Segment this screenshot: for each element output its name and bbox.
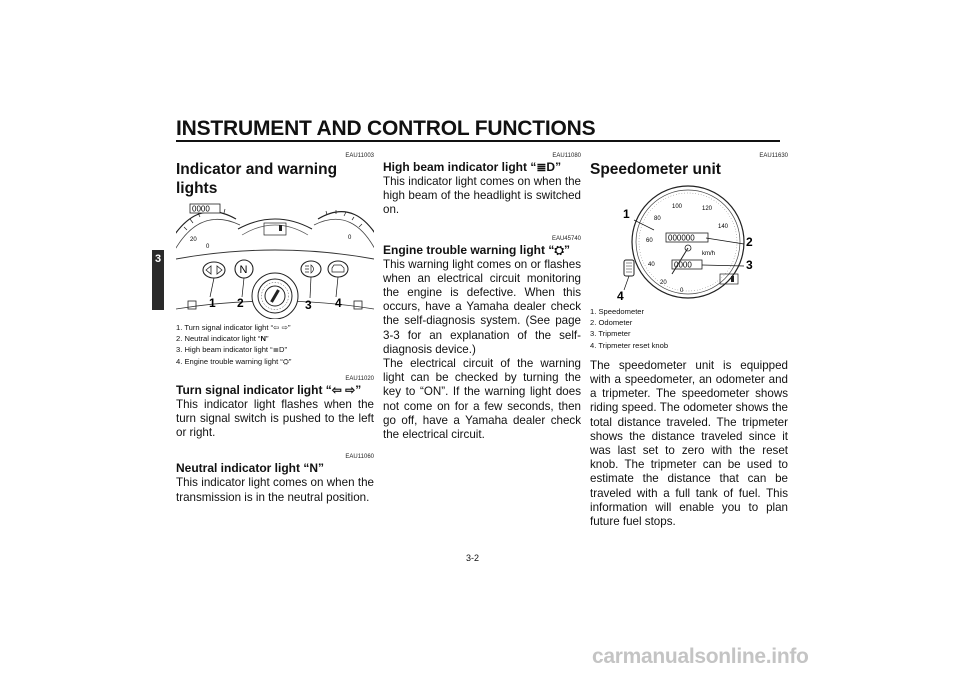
callout-1: 1 [623, 207, 630, 221]
caption-item: 2. Neutral indicator light “N” [176, 334, 269, 344]
turn-signal-indicator [203, 262, 225, 278]
callout-4: 4 [617, 289, 624, 300]
section-body: This indicator light comes on when the transmission is in the neutral position. [176, 476, 374, 504]
section-code: EAU11080 [552, 153, 581, 159]
section-code: EAU11020 [345, 375, 374, 382]
turn-signal-icon: ⇦ ⇨ [331, 382, 356, 397]
caption-item: 3. Tripmeter [590, 329, 631, 339]
section-code: EAU11630 [759, 153, 788, 159]
column-indicator-lights [176, 153, 374, 505]
tripmeter-reset-knob [624, 260, 634, 276]
scale-label: 0 [348, 235, 352, 241]
caption-item: 3. High beam indicator light “≣D” [176, 345, 288, 355]
chapter-tab-number: 3 [154, 253, 162, 265]
caption-item: 2. Odometer [590, 318, 633, 328]
callout-2: 2 [237, 296, 244, 310]
callout-3: 3 [305, 298, 312, 312]
section-body: The electrical circuit of the warning light can be checked by turning the key to “ON”. If the warning light does not come on for a few seconds, then go off, have a Yamaha dealer check the electrical circuit. [383, 357, 581, 442]
caption-item: 1. Speedometer [590, 307, 645, 316]
caption-item: 1. Turn signal indicator light “⇦ ⇨” [176, 323, 291, 332]
section-engine-trouble [383, 236, 581, 443]
watermark: carmanualsonline.info [592, 645, 809, 668]
section-body: This warning light comes on or flashes when an electrical circuit monitoring the engine is defective. When this occurs, have a Yamaha dealer check the self-diagnosis system. (See page 3-3 for an explanation of the self-diagnosis device.) [383, 257, 581, 356]
high-beam-indicator [301, 261, 321, 277]
scale-label: 20 [190, 237, 197, 243]
callout-1: 1 [209, 296, 216, 310]
high-beam-icon: ≣D [272, 345, 285, 355]
callout-2: 2 [746, 235, 753, 249]
callout-4: 4 [335, 296, 342, 310]
figure-captions [590, 306, 788, 351]
high-beam-icon: ≣D [536, 160, 556, 174]
callout-3: 3 [746, 258, 753, 272]
engine-trouble-indicator [328, 261, 348, 277]
section-title: Neutral indicator light “N” [176, 461, 325, 476]
indicator-panel-figure [176, 201, 374, 319]
section-heading: Indicator and warning lights [176, 161, 338, 197]
section-code: EAU11060 [345, 454, 374, 461]
column-speedometer [590, 153, 788, 529]
svg-text:N: N [239, 264, 248, 276]
page-header-title: INSTRUMENT AND CONTROL FUNCTIONS [176, 117, 596, 140]
caption-item: 4. Tripmeter reset knob [590, 340, 669, 350]
header-rule [176, 140, 780, 142]
svg-text:120: 120 [702, 206, 713, 212]
page-number: 3-2 [466, 553, 480, 563]
neutral-indicator [235, 260, 253, 278]
speedometer-figure [590, 182, 788, 300]
engine-icon: ⛭ [282, 356, 289, 366]
section-body: This indicator light comes on when the high beam of the headlight is switched on. [383, 175, 581, 217]
svg-text:20: 20 [660, 280, 667, 286]
section-title: Turn signal indicator light “⇦ ⇨” [176, 382, 362, 397]
section-high-beam [383, 153, 581, 218]
section-title: Engine trouble warning light “⛭” [383, 242, 570, 257]
svg-text:80: 80 [654, 216, 661, 222]
section-neutral [176, 454, 374, 504]
caption-item: 4. Engine trouble warning light “⛭” [176, 356, 292, 366]
tripmeter-digits: 0000 [674, 260, 692, 270]
ignition-switch [252, 273, 298, 319]
speed-unit: km/h [702, 251, 716, 257]
section-code: EAU45740 [551, 235, 581, 242]
odometer-digits: 000000 [668, 233, 695, 243]
column-high-beam-engine [383, 153, 581, 442]
svg-text:140: 140 [718, 224, 729, 230]
figure-captions [176, 322, 374, 367]
engine-icon: ⛭ [554, 242, 564, 257]
section-body: This indicator light flashes when the turn signal switch is pushed to the left or right. [176, 397, 374, 440]
section-code: EAU11003 [345, 153, 374, 159]
turn-signal-icon: ⇦ ⇨ [273, 323, 288, 332]
section-title: High beam indicator light “≣D” [383, 160, 562, 174]
svg-text:60: 60 [646, 238, 653, 244]
section-turn-signal [176, 376, 374, 441]
svg-text:100: 100 [672, 204, 683, 210]
odometer-digits: 0000 [192, 204, 210, 214]
scale-label: 0 [206, 244, 210, 250]
svg-text:40: 40 [648, 262, 655, 268]
section-body: The speedometer unit is equipped with a speedometer, an odometer and a tripmeter. The speedometer shows riding speed. The odometer shows the total distance traveled. The tripmeter shows the distance traveled since it was last set to zero with the reset knob. The tripmeter can be used to estimate the distance that can be traveled with a full tank of fuel. This information will enable you to plan future fuel stops. [590, 358, 788, 529]
section-heading: Speedometer unit [590, 161, 721, 178]
svg-text:0: 0 [680, 288, 684, 294]
